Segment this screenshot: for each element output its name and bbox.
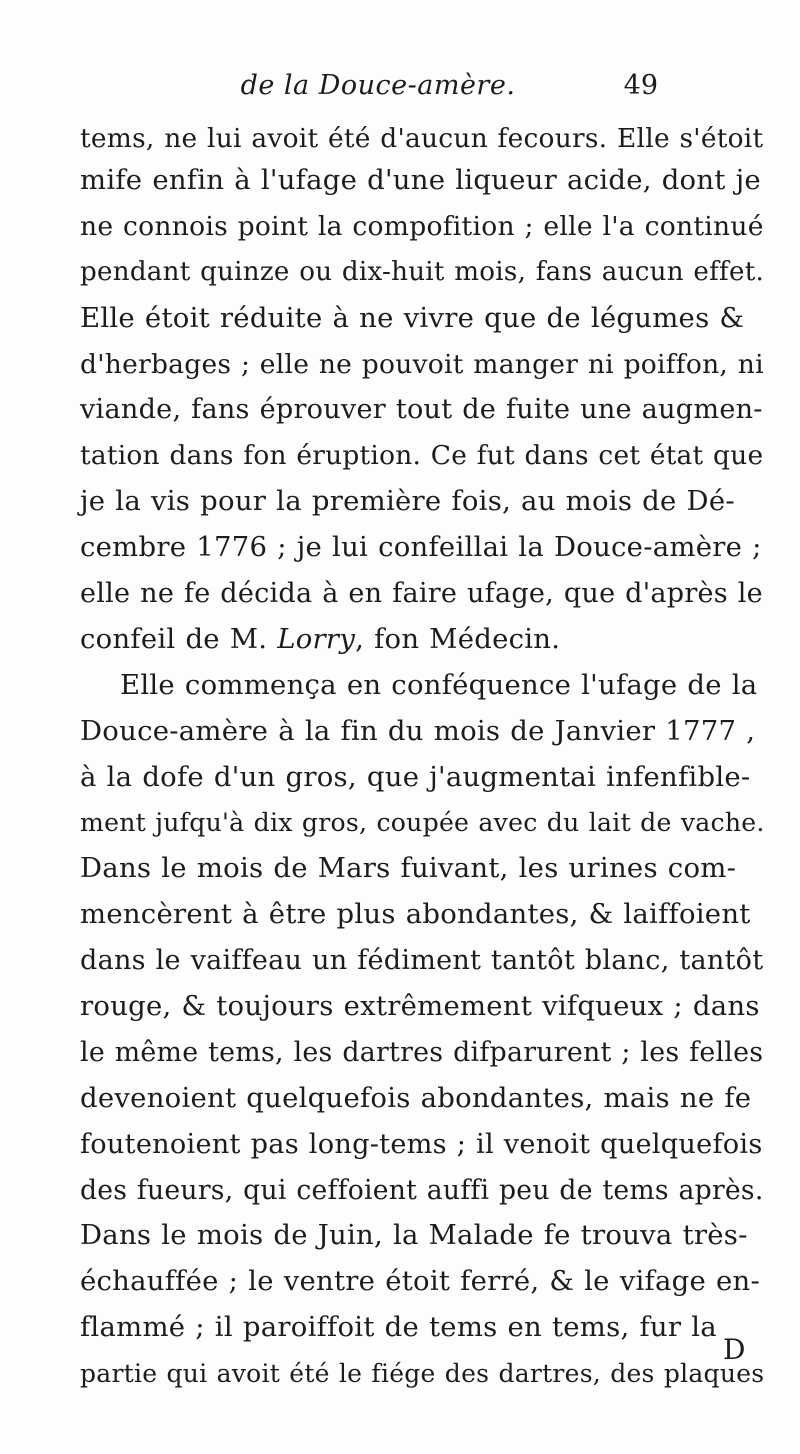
text-line: partie qui avoit été le fiége des dartres, des plaques [80, 1359, 765, 1389]
text-line: devenoient quelquefois abondantes, mais ne fe [80, 1081, 752, 1114]
page-header [228, 70, 658, 110]
text-line: je la vis pour la première fois, au mois de Dé- [80, 485, 735, 518]
signature-mark: D [723, 1333, 746, 1366]
text-line: Elle étoit réduite à ne vivre que de légumes & [80, 301, 745, 334]
text-line: dans le vaiffeau un fédiment tantôt blanc, tantôt [80, 945, 764, 977]
text-line [80, 617, 770, 663]
text-line: à la dofe d'un gros, que j'augmentai infenfible- [80, 760, 751, 793]
text-line: Dans le mois de Juin, la Malade fe trouva très- [80, 1219, 748, 1252]
text-segment: confeil de M. [80, 622, 278, 655]
text-line: mencèrent à être plus abondantes, & laiffoient [80, 898, 751, 931]
body-text [80, 120, 770, 1397]
text-line: viande, fans éprouver tout de fuite une augmen- [80, 394, 763, 426]
text-line: ment jufqu'à dix gros, coupée avec du lait de vache. [80, 808, 765, 838]
running-title: de la Douce-amère. [240, 70, 516, 101]
italic-name: Lorry [277, 622, 356, 655]
text-line: rouge, & toujours extrêmement vifqueux ; dans [80, 990, 760, 1023]
text-line: tation dans fon éruption. Ce fut dans cet état que [80, 440, 764, 472]
page-number: 49 [623, 70, 658, 101]
text-line: cembre 1776 ; je lui confeillai la Douce-amère ; [80, 531, 762, 564]
text-line: Dans le mois de Mars fuivant, les urines com- [80, 852, 737, 885]
text-line: le même tems, les dartres difparurent ; les felles [80, 1036, 764, 1068]
text-line: elle ne fe décida à en faire ufage, que d'après le [80, 578, 763, 610]
text-line: des fueurs, qui ceffoient auffi peu de tems après. [80, 1174, 764, 1206]
text-line: échauffée ; le ventre étoit ferré, & le vifage en- [80, 1265, 760, 1298]
text-line: tems, ne lui avoit été d'aucun fecours. Elle s'étoit [80, 123, 764, 154]
text-segment: , fon Médecin. [355, 622, 561, 655]
text-line: Douce-amère à la fin du mois de Janvier 1777 , [80, 714, 756, 747]
text-line: ne connois point la compofition ; elle l'a continué [80, 210, 764, 242]
text-line: pendant quinze ou dix-huit mois, fans aucun effet. [80, 256, 765, 287]
text-line: mife enfin à l'ufage d'une liqueur acide, dont je [80, 164, 761, 196]
text-line: Elle commença en conféquence l'ufage de la [120, 668, 758, 701]
text-line: foutenoient pas long-tems ; il venoit quelquefois [80, 1128, 763, 1160]
text-line: flammé ; il paroiffoit de tems en tems, fur la [80, 1311, 717, 1344]
text-line: d'herbages ; elle ne pouvoit manger ni poiffon, ni [80, 348, 764, 380]
